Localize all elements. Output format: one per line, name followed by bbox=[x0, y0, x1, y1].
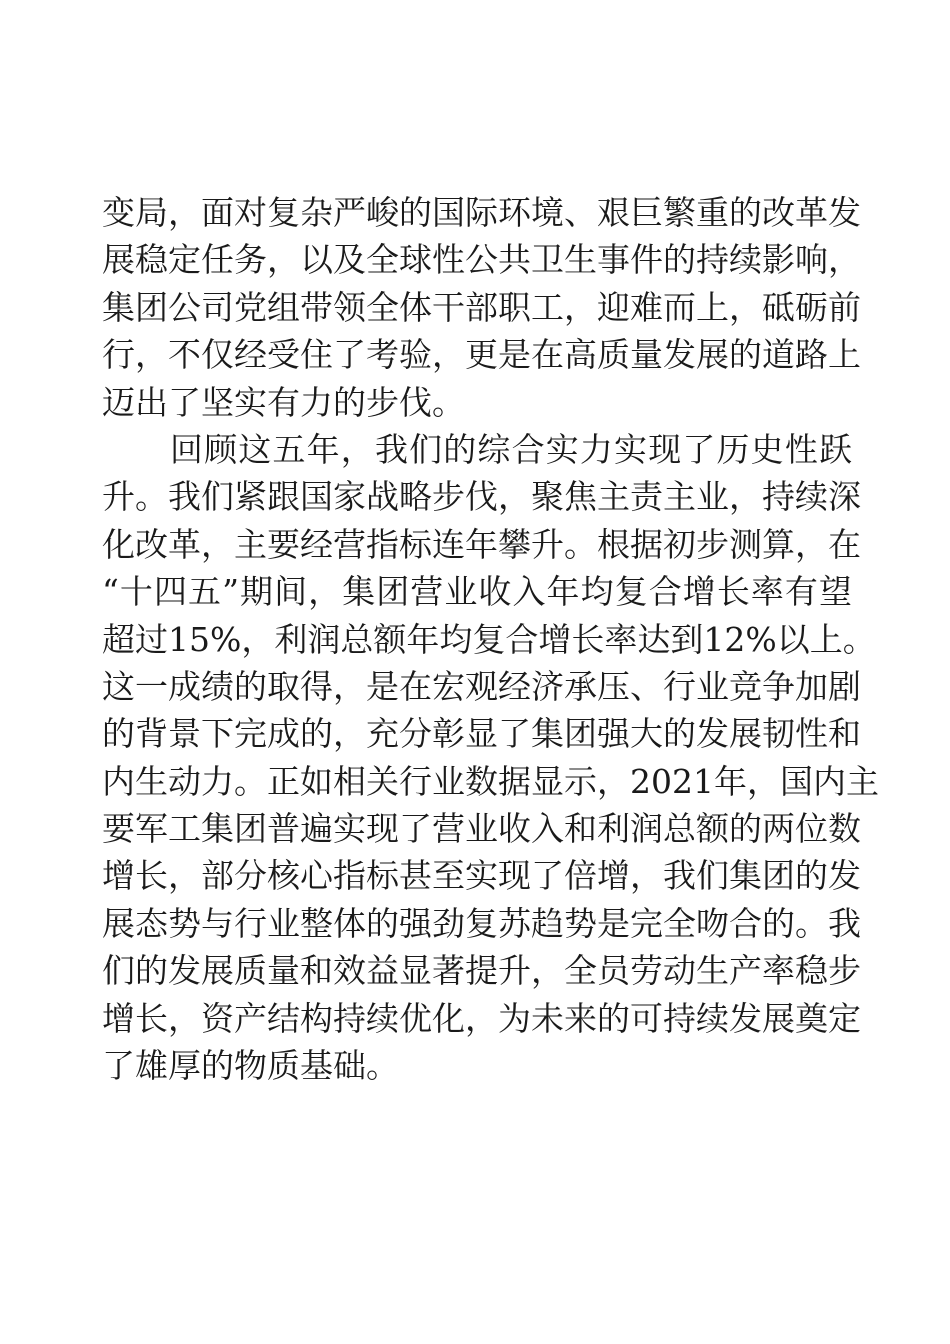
paragraph-2-line-9: 要军工集团普遍实现了营业收入和利润总额的两位数 bbox=[102, 809, 861, 849]
paragraph-2-line-8: 内生动力。正如相关行业数据显示，2021年，国内主 bbox=[102, 761, 879, 801]
paragraph-1-line-1: 变局，面对复杂严峻的国际环境、艰巨繁重的改革发 bbox=[102, 193, 861, 232]
paragraph-2-line-11: 展态势与行业整体的强劲复苏趋势是完全吻合的。我 bbox=[102, 903, 861, 943]
body-text bbox=[102, 189, 879, 1089]
paragraph-2-line-3: 化改革，主要经营指标连年攀升。根据初步测算，在 bbox=[102, 524, 861, 564]
paragraph-2-line-6: 这一成绩的取得，是在宏观经济承压、行业竞争加剧 bbox=[102, 666, 861, 706]
paragraph-2-line-12: 们的发展质量和效益显著提升，全员劳动生产率稳步 bbox=[102, 951, 861, 991]
paragraph-1-line-5: 迈出了坚实有力的步伐。 bbox=[102, 382, 465, 422]
paragraph-2-line-7: 的背景下完成的，充分彰显了集团强大的发展韧性和 bbox=[102, 714, 861, 754]
paragraph-2-line-10: 增长，部分核心指标甚至实现了倍增，我们集团的发 bbox=[102, 856, 861, 896]
paragraph-2-line-2: 升。我们紧跟国家战略步伐，聚焦主责主业，持续深 bbox=[102, 477, 861, 517]
paragraph-2-line-13: 增长，资产结构持续优化，为未来的可持续发展奠定 bbox=[102, 998, 861, 1038]
paragraph-1-line-3: 集团公司党组带领全体干部职工，迎难而上，砥砺前 bbox=[102, 287, 861, 327]
paragraph-2-line-5: 超过15%，利润总额年均复合增长率达到12%以上。 bbox=[102, 619, 876, 659]
paragraph-1-line-4: 行，不仅经受住了考验，更是在高质量发展的道路上 bbox=[102, 335, 861, 375]
paragraph-1-line-2: 展稳定任务，以及全球性公共卫生事件的持续影响， bbox=[102, 240, 861, 280]
paragraph-2-line-1: 回顾这五年，我们的综合实力实现了历史性跃 bbox=[170, 429, 852, 469]
paragraph-2-line-14: 了雄厚的物质基础。 bbox=[102, 1046, 399, 1086]
paragraph-2-line-4: “十四五”期间，集团营业收入年均复合增长率有望 bbox=[102, 572, 852, 612]
